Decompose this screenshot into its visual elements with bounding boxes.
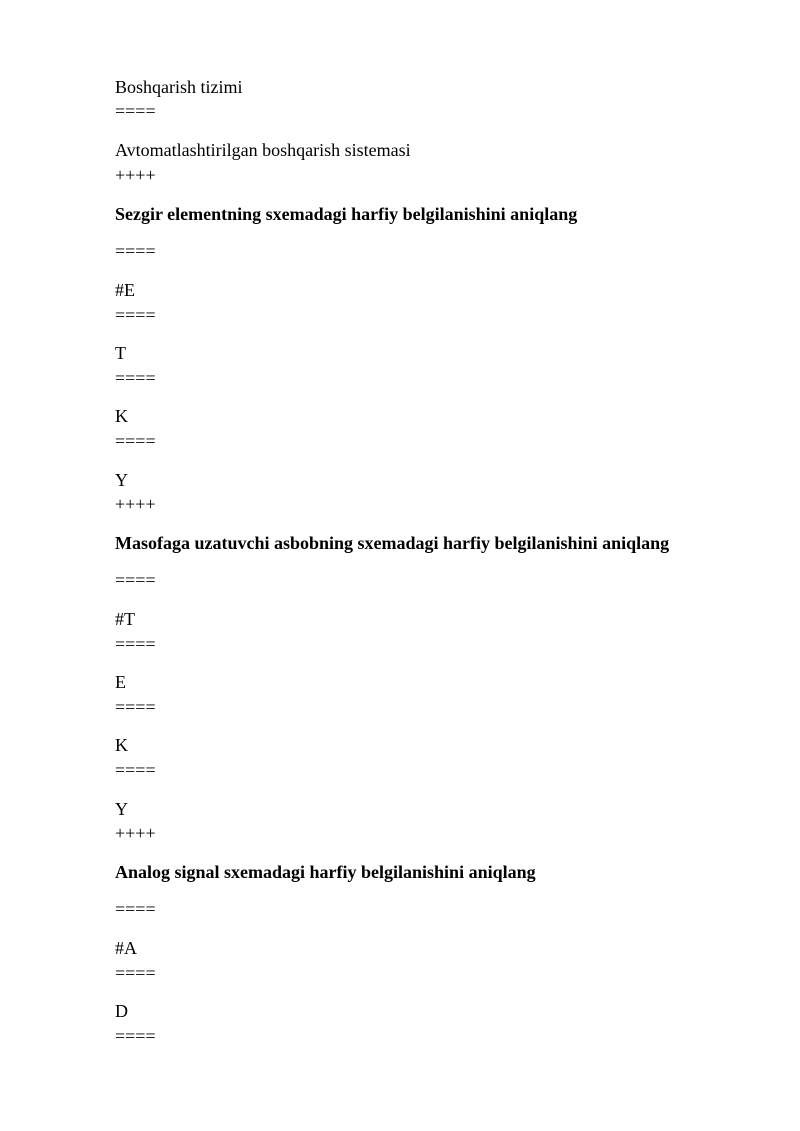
- correct-option: #T: [115, 609, 135, 629]
- option: T: [115, 343, 126, 363]
- separator: ====: [115, 697, 156, 717]
- question-marker: ++++: [115, 165, 156, 185]
- question-marker: ++++: [115, 823, 156, 843]
- separator: ====: [115, 431, 156, 451]
- question-text: Analog signal sxemadagi harfiy belgilanishini aniqlang: [115, 862, 536, 882]
- answer-text: Avtomatlashtirilgan boshqarish sistemasi: [115, 140, 411, 160]
- correct-option: #E: [115, 280, 135, 300]
- option: K: [115, 406, 128, 426]
- separator: ====: [115, 368, 156, 388]
- option: D: [115, 1001, 128, 1021]
- option: Y: [115, 799, 128, 819]
- correct-option: #A: [115, 938, 137, 958]
- section-title: Boshqarish tizimi: [115, 77, 243, 97]
- option: E: [115, 672, 126, 692]
- separator: ====: [115, 760, 156, 780]
- separator: ====: [115, 241, 156, 261]
- question-marker: ++++: [115, 494, 156, 514]
- option: K: [115, 735, 128, 755]
- separator: ====: [115, 305, 156, 325]
- separator: ====: [115, 101, 156, 121]
- separator: ====: [115, 570, 156, 590]
- separator: ====: [115, 899, 156, 919]
- separator: ====: [115, 1026, 156, 1046]
- separator: ====: [115, 963, 156, 983]
- question-text: Sezgir elementning sxemadagi harfiy belgilanishini aniqlang: [115, 204, 578, 224]
- question-text: Masofaga uzatuvchi asbobning sxemadagi harfiy belgilanishini aniqlang: [115, 533, 670, 553]
- separator: ====: [115, 634, 156, 654]
- option: Y: [115, 470, 128, 490]
